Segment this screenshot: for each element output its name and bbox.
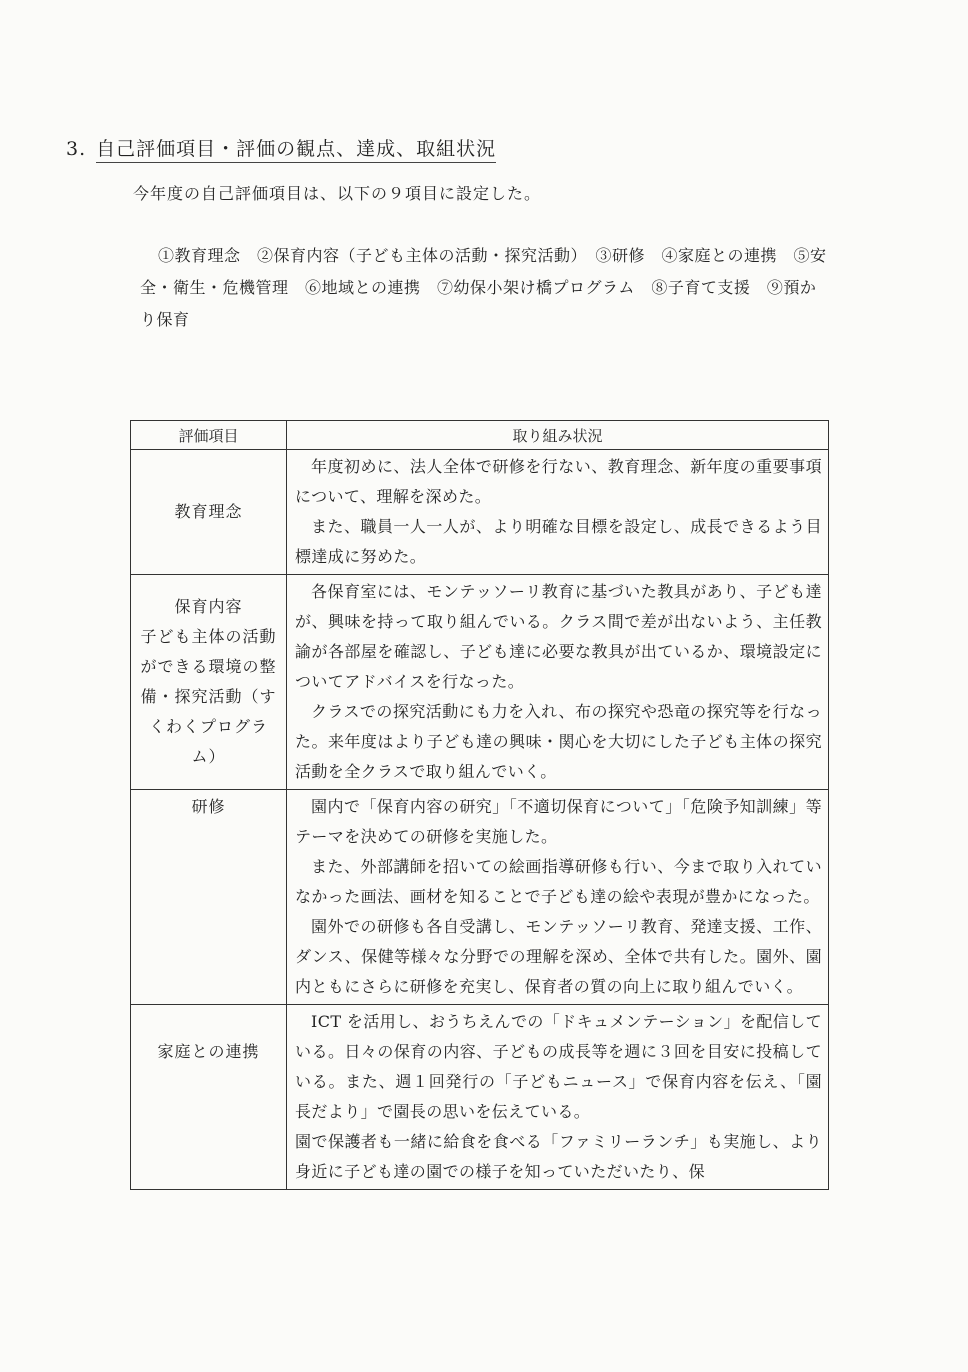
evaluation-table bbox=[130, 420, 829, 1190]
table-row bbox=[131, 575, 829, 790]
header-status: 取り組み状況 bbox=[287, 421, 829, 450]
content-paragraph: 園で保護者も一緒に給食を食べる「ファミリーランチ」も実施し、より身近に子ども達の園での様子を知っていただいたり、保 bbox=[295, 1132, 822, 1181]
row-content bbox=[287, 1005, 829, 1190]
content-paragraph: また、外部講師を招いての絵画指導研修も行い、今まで取り入れていなかった画法、画材を知ることで子ども達の絵や表現が豊かになった。 bbox=[295, 857, 822, 906]
evaluation-items-list: ①教育理念 ②保育内容（子ども主体の活動・探究活動） ③研修 ④家庭との連携 ⑤安全・衛生・危機管理 ⑥地域との連携 ⑦幼保小架け橋プログラム ⑧子育て支援 ⑨預かり保育 bbox=[140, 246, 827, 329]
table-header-row bbox=[131, 421, 829, 450]
row-label: 教育理念 bbox=[131, 450, 287, 575]
intro-text: 今年度の自己評価項目は、以下の９項目に設定した。 bbox=[133, 184, 542, 203]
row-label: 研修 bbox=[131, 790, 287, 1005]
row-content bbox=[287, 450, 829, 575]
row-label: 保育内容 子ども主体の活動ができる環境の整備・探究活動（すくわくプログラム） bbox=[131, 575, 287, 790]
table-row bbox=[131, 1005, 829, 1190]
table-row bbox=[131, 450, 829, 575]
content-paragraph: 園内で「保育内容の研究」「不適切保育について」「危険予知訓練」等テーマを決めての研修を実施した。 bbox=[295, 797, 822, 846]
table-row bbox=[131, 790, 829, 1005]
content-paragraph: 園外での研修も各自受講し、モンテッソーリ教育、発達支援、工作、ダンス、保健等様々な分野での理解を深め、全体で共有した。園外、園内ともにさらに研修を充実し、保育者の質の向上に取り組んでいく。 bbox=[295, 917, 822, 996]
row-content bbox=[287, 575, 829, 790]
section-number: 3. bbox=[66, 138, 87, 160]
content-paragraph: ICT を活用し、おうちえんでの「ドキュメンテーション」を配信している。日々の保育の内容、子どもの成長等を週に３回を目安に投稿している。また、週１回発行の「子どもニュース」で保育内容を伝え、「園長だより」で園長の思いを伝えている。 bbox=[295, 1012, 822, 1121]
content-paragraph: クラスでの探究活動にも力を入れ、布の探究や恐竜の探究等を行なった。来年度はより子ども達の興味・関心を大切にした子ども主体の探究活動を全クラスで取り組んでいく。 bbox=[295, 702, 822, 781]
content-paragraph: 各保育室には、モンテッソーリ教育に基づいた教具があり、子ども達が、興味を持って取り組んでいる。クラス間で差が出ないよう、主任教諭が各部屋を確認し、子ども達に必要な教具が出ているか、環境設定についてアドバイスを行なった。 bbox=[295, 582, 822, 691]
row-label: 家庭との連携 bbox=[131, 1005, 287, 1190]
section-title: 自己評価項目・評価の観点、達成、取組状況 bbox=[96, 138, 496, 163]
row-content bbox=[287, 790, 829, 1005]
header-item: 評価項目 bbox=[131, 421, 287, 450]
content-paragraph: 年度初めに、法人全体で研修を行ない、教育理念、新年度の重要事項について、理解を深めた。 bbox=[295, 457, 822, 506]
content-paragraph: また、職員一人一人が、より明確な目標を設定し、成長できるよう目標達成に努めた。 bbox=[295, 517, 822, 566]
section-heading bbox=[66, 134, 496, 161]
